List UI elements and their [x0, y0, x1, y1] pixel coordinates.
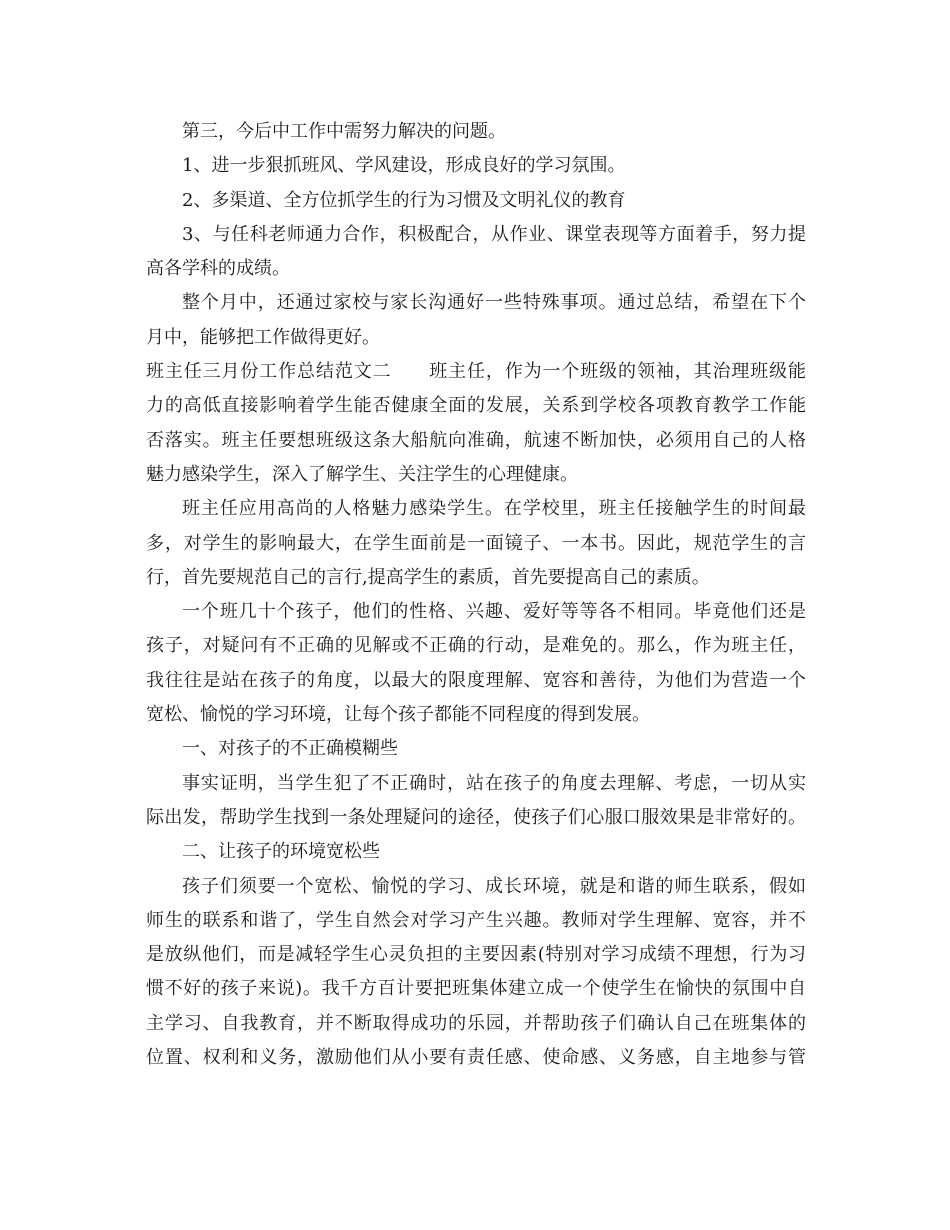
section-heading: 一、对孩子的不正确模糊些 [182, 738, 398, 760]
paragraph-line: 师生的联系和谐了，学生自然会对学习产生兴趣。教师对学生理解、宽容，并不 [146, 909, 806, 931]
list-item: 3、与任科老师通力合作，积极配合，从作业、课堂表现等方面着手，努力提 [182, 223, 806, 245]
paragraph-line: 位置、权利和义务，激励他们从小要有责任感、使命感、义务感，自主地参与管 [146, 1047, 806, 1069]
section-heading: 第三，今后中工作中需努力解决的问题。 [182, 121, 506, 142]
paragraph-line: 一个班几十个孩子，他们的性格、兴趣、爱好等等各不相同。毕竟他们还是 [182, 601, 806, 623]
paragraph-line: 行，首先要规范自己的言行,提高学生的素质，首先要提高自己的素质。 [146, 566, 710, 588]
paragraph-line: 班主任应用高尚的人格魅力感染学生。在学校里，班主任接触学生的时间最 [182, 498, 806, 520]
section-heading: 二、让孩子的环境宽松些 [182, 841, 380, 863]
paragraph-line: 孩子们须要一个宽松、愉悦的学习、成长环境，就是和谐的师生联系，假如 [182, 875, 806, 897]
list-item: 1、进一步狠抓班风、学风建设，形成良好的学习氛围。 [182, 155, 626, 177]
list-item: 2、多渠道、全方位抓学生的行为习惯及文明礼仪的教育 [182, 189, 626, 211]
paragraph-line: 事实证明，当学生犯了不正确时，站在孩子的角度去理解、考虑，一切从实 [182, 772, 806, 794]
paragraph-line: 整个月中，还通过家校与家长沟通好一些特殊事项。通过总结，希望在下个 [182, 292, 806, 314]
paragraph-line: 否落实。班主任要想班级这条大船航向准确，航速不断加快，必须用自己的人格 [146, 429, 806, 451]
paragraph-line: 高各学科的成绩。 [146, 258, 290, 280]
paragraph-line: 我往往是站在孩子的角度，以最大的限度理解、宽容和善待，为他们为营造一个 [146, 669, 806, 691]
paragraph-line: 际出发，帮助学生找到一条处理疑问的途径，使孩子们心服口服效果是非常好的。 [146, 806, 806, 828]
article-title-line: 班主任三月份工作总结范文二 班主任，作为一个班级的领袖，其治理班级能 [146, 361, 806, 383]
paragraph-line: 孩子，对疑问有不正确的见解或不正确的行动，是难免的。那么，作为班主任， [146, 635, 806, 657]
paragraph-line: 是放纵他们，而是减轻学生心灵负担的主要因素(特别对学习成绩不理想，行为习 [146, 944, 806, 966]
paragraph-line: 力的高低直接影响着学生能否健康全面的发展，关系到学校各项教育教学工作能 [146, 395, 806, 417]
paragraph-line: 月中，能够把工作做得更好。 [146, 326, 380, 348]
paragraph-line: 惯不好的孩子来说)。我千方百计要把班集体建立成一个使学生在愉快的氛围中自 [146, 978, 806, 1000]
paragraph-line: 主学习、自我教育，并不断取得成功的乐园，并帮助孩子们确认自己在班集体的 [146, 1012, 806, 1034]
paragraph-line: 多，对学生的影响最大，在学生面前是一面镜子、一本书。因此，规范学生的言 [146, 532, 806, 554]
paragraph-line: 魅力感染学生，深入了解学生、关注学生的心理健康。 [146, 463, 578, 485]
document-body [146, 115, 806, 1075]
paragraph-line: 宽松、愉悦的学习环境，让每个孩子都能不同程度的得到发展。 [146, 704, 650, 726]
